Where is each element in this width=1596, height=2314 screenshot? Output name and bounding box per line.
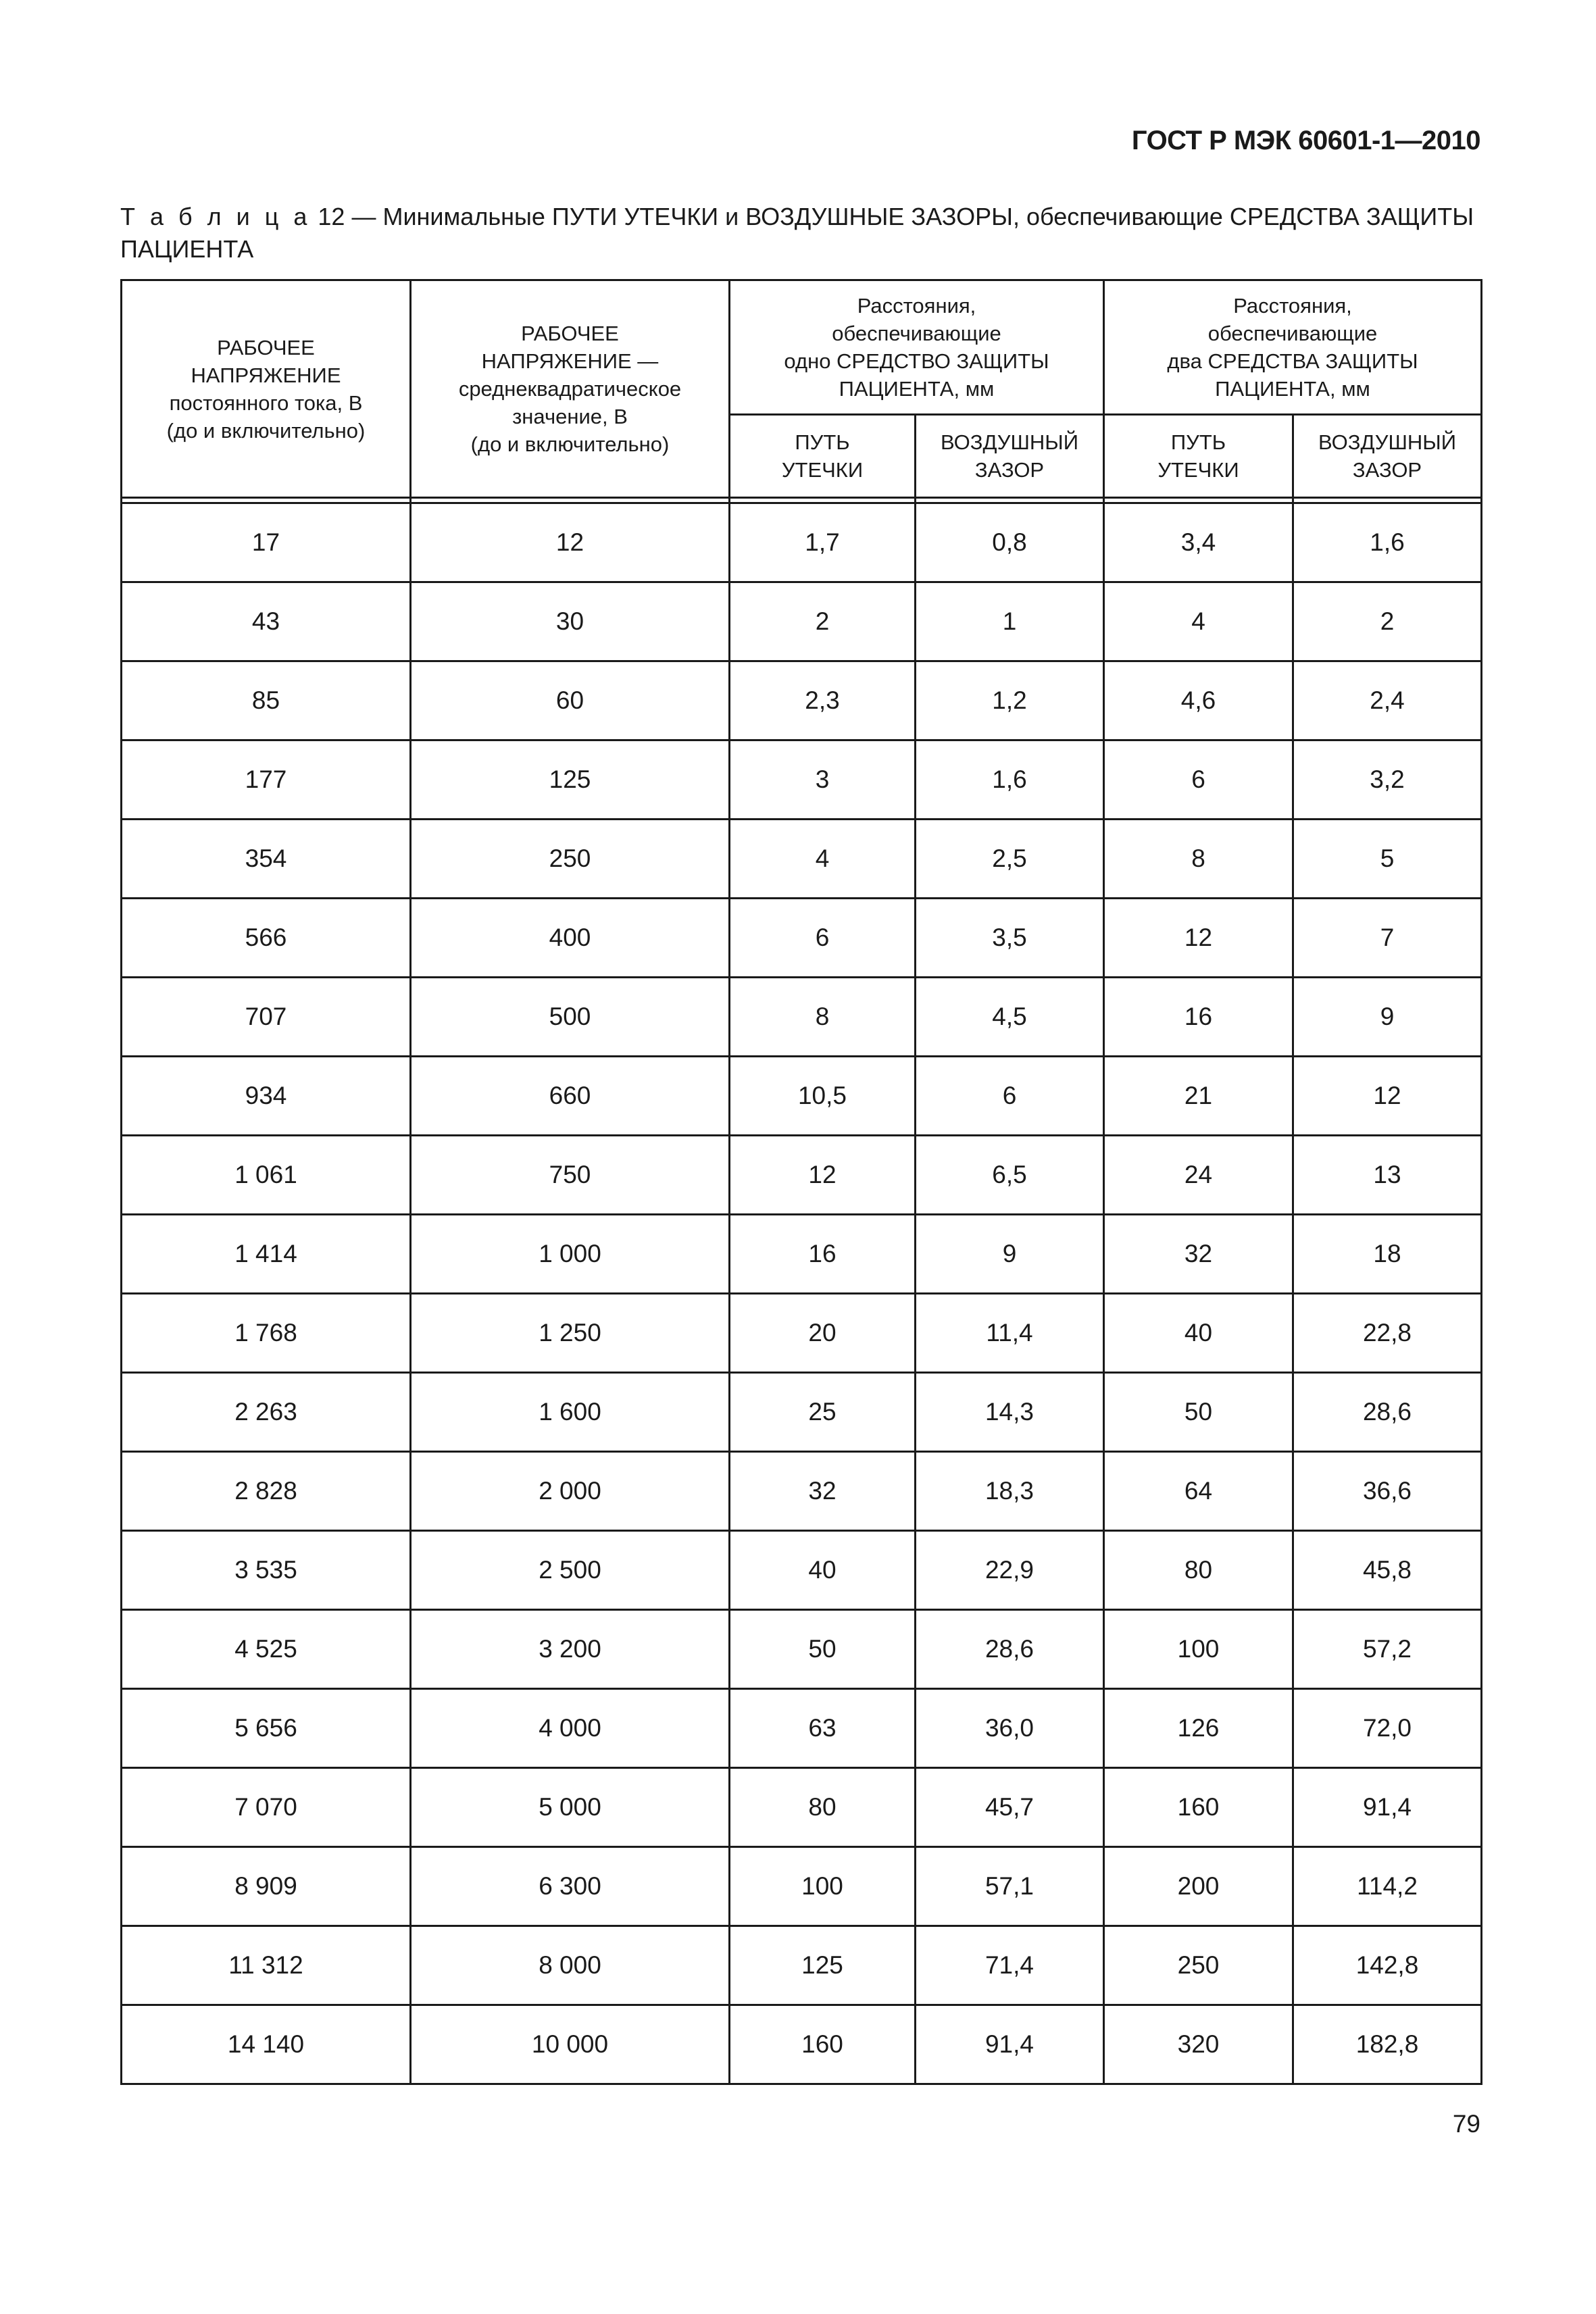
cell-dc-voltage: 5 656 (122, 1689, 411, 1768)
cell-creepage-one: 125 (730, 1926, 916, 2005)
cell-creepage-two: 160 (1104, 1768, 1293, 1847)
cell-creepage-one: 32 (730, 1452, 916, 1531)
cell-rms-voltage: 60 (411, 661, 730, 740)
sub-header-creepage-one (730, 415, 916, 498)
cell-creepage-two: 12 (1104, 899, 1293, 978)
cell-dc-voltage: 354 (122, 820, 411, 899)
cell-creepage-one: 25 (730, 1373, 916, 1452)
header-line: УТЕЧКИ (781, 458, 864, 482)
cell-creepage-one: 10,5 (730, 1057, 916, 1136)
header-line: РАБОЧЕЕ (521, 322, 619, 345)
header-line: УТЕЧКИ (1157, 458, 1239, 482)
cell-creepage-one: 4 (730, 820, 916, 899)
cell-clearance-two: 13 (1293, 1136, 1482, 1215)
table-row (122, 820, 1482, 899)
header-line: значение, В (512, 405, 628, 428)
cell-dc-voltage: 4 525 (122, 1610, 411, 1689)
col-header-rms-voltage (411, 280, 730, 498)
cell-clearance-one: 4,5 (916, 978, 1104, 1057)
cell-rms-voltage: 4 000 (411, 1689, 730, 1768)
cell-creepage-two: 320 (1104, 2005, 1293, 2084)
cell-clearance-two: 72,0 (1293, 1689, 1482, 1768)
cell-creepage-one: 2,3 (730, 661, 916, 740)
cell-dc-voltage: 177 (122, 740, 411, 820)
cell-creepage-one: 6 (730, 899, 916, 978)
table-row (122, 661, 1482, 740)
header-line: обеспечивающие (1207, 322, 1378, 345)
cell-clearance-one: 2,5 (916, 820, 1104, 899)
cell-dc-voltage: 8 909 (122, 1847, 411, 1926)
cell-creepage-one: 40 (730, 1531, 916, 1610)
cell-creepage-two: 24 (1104, 1136, 1293, 1215)
group-header-one-mop (730, 280, 1104, 415)
table-row (122, 1768, 1482, 1847)
cell-rms-voltage: 6 300 (411, 1847, 730, 1926)
clearance-table (120, 279, 1482, 2085)
cell-clearance-one: 57,1 (916, 1847, 1104, 1926)
header-line: ПАЦИЕНТА, мм (1215, 377, 1370, 401)
cell-clearance-two: 18 (1293, 1215, 1482, 1294)
cell-creepage-one: 80 (730, 1768, 916, 1847)
cell-clearance-two: 2,4 (1293, 661, 1482, 740)
cell-clearance-one: 18,3 (916, 1452, 1104, 1531)
cell-rms-voltage: 3 200 (411, 1610, 730, 1689)
table-row (122, 2005, 1482, 2084)
cell-clearance-two: 3,2 (1293, 740, 1482, 820)
cell-clearance-one: 3,5 (916, 899, 1104, 978)
header-line: ВОЗДУШНЫЙ (1318, 430, 1457, 454)
cell-clearance-one: 28,6 (916, 1610, 1104, 1689)
header-line: ЗАЗОР (974, 458, 1045, 482)
cell-clearance-two: 142,8 (1293, 1926, 1482, 2005)
header-line: НАПРЯЖЕНИЕ (191, 363, 341, 387)
cell-rms-voltage: 1 250 (411, 1294, 730, 1373)
cell-dc-voltage: 1 414 (122, 1215, 411, 1294)
header-divider (122, 498, 1482, 503)
header-line: НАПРЯЖЕНИЕ — (481, 349, 659, 373)
cell-clearance-two: 36,6 (1293, 1452, 1482, 1531)
cell-dc-voltage: 707 (122, 978, 411, 1057)
table-row (122, 1057, 1482, 1136)
cell-clearance-one: 0,8 (916, 503, 1104, 582)
cell-dc-voltage: 17 (122, 503, 411, 582)
table-row (122, 1847, 1482, 1926)
cell-creepage-two: 64 (1104, 1452, 1293, 1531)
header-line: ЗАЗОР (1352, 458, 1422, 482)
cell-clearance-two: 22,8 (1293, 1294, 1482, 1373)
cell-dc-voltage: 43 (122, 582, 411, 661)
cell-clearance-one: 14,3 (916, 1373, 1104, 1452)
cell-creepage-one: 3 (730, 740, 916, 820)
cell-clearance-two: 7 (1293, 899, 1482, 978)
cell-creepage-two: 4 (1104, 582, 1293, 661)
cell-creepage-one: 2 (730, 582, 916, 661)
cell-clearance-two: 114,2 (1293, 1847, 1482, 1926)
cell-creepage-one: 8 (730, 978, 916, 1057)
cell-creepage-one: 20 (730, 1294, 916, 1373)
cell-rms-voltage: 1 000 (411, 1215, 730, 1294)
table-row (122, 1610, 1482, 1689)
table-row (122, 1373, 1482, 1452)
cell-creepage-one: 12 (730, 1136, 916, 1215)
cell-creepage-one: 16 (730, 1215, 916, 1294)
table-row (122, 1689, 1482, 1768)
table-row (122, 1136, 1482, 1215)
cell-creepage-two: 250 (1104, 1926, 1293, 2005)
table-row (122, 1926, 1482, 2005)
cell-rms-voltage: 30 (411, 582, 730, 661)
table-row (122, 899, 1482, 978)
col-header-dc-voltage (122, 280, 411, 498)
cell-clearance-two: 182,8 (1293, 2005, 1482, 2084)
cell-rms-voltage: 660 (411, 1057, 730, 1136)
cell-rms-voltage: 8 000 (411, 1926, 730, 2005)
cell-rms-voltage: 750 (411, 1136, 730, 1215)
header-line: ПУТЬ (1170, 430, 1226, 454)
cell-clearance-one: 1,2 (916, 661, 1104, 740)
cell-clearance-one: 91,4 (916, 2005, 1104, 2084)
cell-dc-voltage: 11 312 (122, 1926, 411, 2005)
cell-creepage-two: 21 (1104, 1057, 1293, 1136)
cell-clearance-two: 5 (1293, 820, 1482, 899)
cell-clearance-two: 2 (1293, 582, 1482, 661)
table-caption-text: 12 — Минимальные ПУТИ УТЕЧКИ и ВОЗДУШНЫЕ ЗАЗОРЫ, обеспечивающие СРЕДСТВА ЗАЩИТЫ ПАЦИЕНТА (120, 203, 1474, 263)
header-line: обеспечивающие (832, 322, 1001, 345)
cell-creepage-two: 126 (1104, 1689, 1293, 1768)
cell-creepage-two: 200 (1104, 1847, 1293, 1926)
sub-header-clearance-two (1293, 415, 1482, 498)
cell-dc-voltage: 566 (122, 899, 411, 978)
table-row (122, 582, 1482, 661)
cell-dc-voltage: 7 070 (122, 1768, 411, 1847)
sub-header-creepage-two (1104, 415, 1293, 498)
cell-clearance-one: 45,7 (916, 1768, 1104, 1847)
cell-dc-voltage: 2 263 (122, 1373, 411, 1452)
cell-rms-voltage: 2 000 (411, 1452, 730, 1531)
cell-dc-voltage: 14 140 (122, 2005, 411, 2084)
cell-clearance-two: 91,4 (1293, 1768, 1482, 1847)
cell-dc-voltage: 1 061 (122, 1136, 411, 1215)
table-row (122, 503, 1482, 582)
header-line: одно СРЕДСТВО ЗАЩИТЫ (784, 349, 1049, 373)
table-caption-label: Т а б л и ц а (120, 203, 311, 230)
cell-clearance-two: 45,8 (1293, 1531, 1482, 1610)
cell-rms-voltage: 12 (411, 503, 730, 582)
cell-rms-voltage: 5 000 (411, 1768, 730, 1847)
header-line: Расстояния, (1233, 294, 1352, 318)
header-line: (до и включительно) (166, 418, 366, 443)
cell-creepage-two: 32 (1104, 1215, 1293, 1294)
cell-creepage-two: 16 (1104, 978, 1293, 1057)
header-line: Расстояния, (857, 294, 976, 318)
group-header-two-mop (1104, 280, 1482, 415)
cell-clearance-two: 12 (1293, 1057, 1482, 1136)
table-caption (120, 201, 1478, 266)
cell-rms-voltage: 500 (411, 978, 730, 1057)
cell-creepage-one: 50 (730, 1610, 916, 1689)
cell-rms-voltage: 250 (411, 820, 730, 899)
page-number: 79 (1452, 2110, 1480, 2138)
cell-dc-voltage: 3 535 (122, 1531, 411, 1610)
cell-clearance-one: 6 (916, 1057, 1104, 1136)
cell-dc-voltage: 2 828 (122, 1452, 411, 1531)
header-line: (до и включительно) (470, 432, 670, 456)
cell-rms-voltage: 125 (411, 740, 730, 820)
cell-creepage-one: 160 (730, 2005, 916, 2084)
header-line: постоянного тока, В (169, 391, 363, 415)
table-row (122, 1452, 1482, 1531)
cell-creepage-two: 6 (1104, 740, 1293, 820)
cell-rms-voltage: 400 (411, 899, 730, 978)
cell-creepage-two: 40 (1104, 1294, 1293, 1373)
cell-creepage-two: 4,6 (1104, 661, 1293, 740)
sub-header-clearance-one (916, 415, 1104, 498)
cell-clearance-one: 9 (916, 1215, 1104, 1294)
cell-clearance-two: 1,6 (1293, 503, 1482, 582)
header-line: РАБОЧЕЕ (217, 335, 315, 359)
cell-clearance-one: 11,4 (916, 1294, 1104, 1373)
cell-creepage-two: 100 (1104, 1610, 1293, 1689)
cell-clearance-one: 22,9 (916, 1531, 1104, 1610)
header-line: среднеквадратическое (458, 377, 682, 401)
cell-creepage-two: 8 (1104, 820, 1293, 899)
table-row (122, 978, 1482, 1057)
cell-dc-voltage: 1 768 (122, 1294, 411, 1373)
cell-creepage-one: 1,7 (730, 503, 916, 582)
cell-clearance-one: 36,0 (916, 1689, 1104, 1768)
cell-creepage-two: 50 (1104, 1373, 1293, 1452)
header-line: ВОЗДУШНЫЙ (940, 430, 1079, 454)
cell-clearance-one: 71,4 (916, 1926, 1104, 2005)
header-line: ПАЦИЕНТА, мм (839, 377, 995, 401)
table-row (122, 1294, 1482, 1373)
table-row (122, 740, 1482, 820)
table-row (122, 1531, 1482, 1610)
cell-creepage-two: 80 (1104, 1531, 1293, 1610)
cell-clearance-one: 1,6 (916, 740, 1104, 820)
cell-clearance-two: 28,6 (1293, 1373, 1482, 1452)
cell-dc-voltage: 934 (122, 1057, 411, 1136)
cell-clearance-one: 1 (916, 582, 1104, 661)
cell-rms-voltage: 10 000 (411, 2005, 730, 2084)
cell-clearance-one: 6,5 (916, 1136, 1104, 1215)
cell-clearance-two: 57,2 (1293, 1610, 1482, 1689)
cell-creepage-two: 3,4 (1104, 503, 1293, 582)
header-line: ПУТЬ (795, 430, 850, 454)
cell-creepage-one: 63 (730, 1689, 916, 1768)
document-standard-header: ГОСТ Р МЭК 60601-1—2010 (1131, 126, 1480, 155)
cell-rms-voltage: 1 600 (411, 1373, 730, 1452)
cell-rms-voltage: 2 500 (411, 1531, 730, 1610)
header-line: два СРЕДСТВА ЗАЩИТЫ (1167, 349, 1418, 373)
cell-creepage-one: 100 (730, 1847, 916, 1926)
cell-clearance-two: 9 (1293, 978, 1482, 1057)
table-row (122, 1215, 1482, 1294)
cell-dc-voltage: 85 (122, 661, 411, 740)
